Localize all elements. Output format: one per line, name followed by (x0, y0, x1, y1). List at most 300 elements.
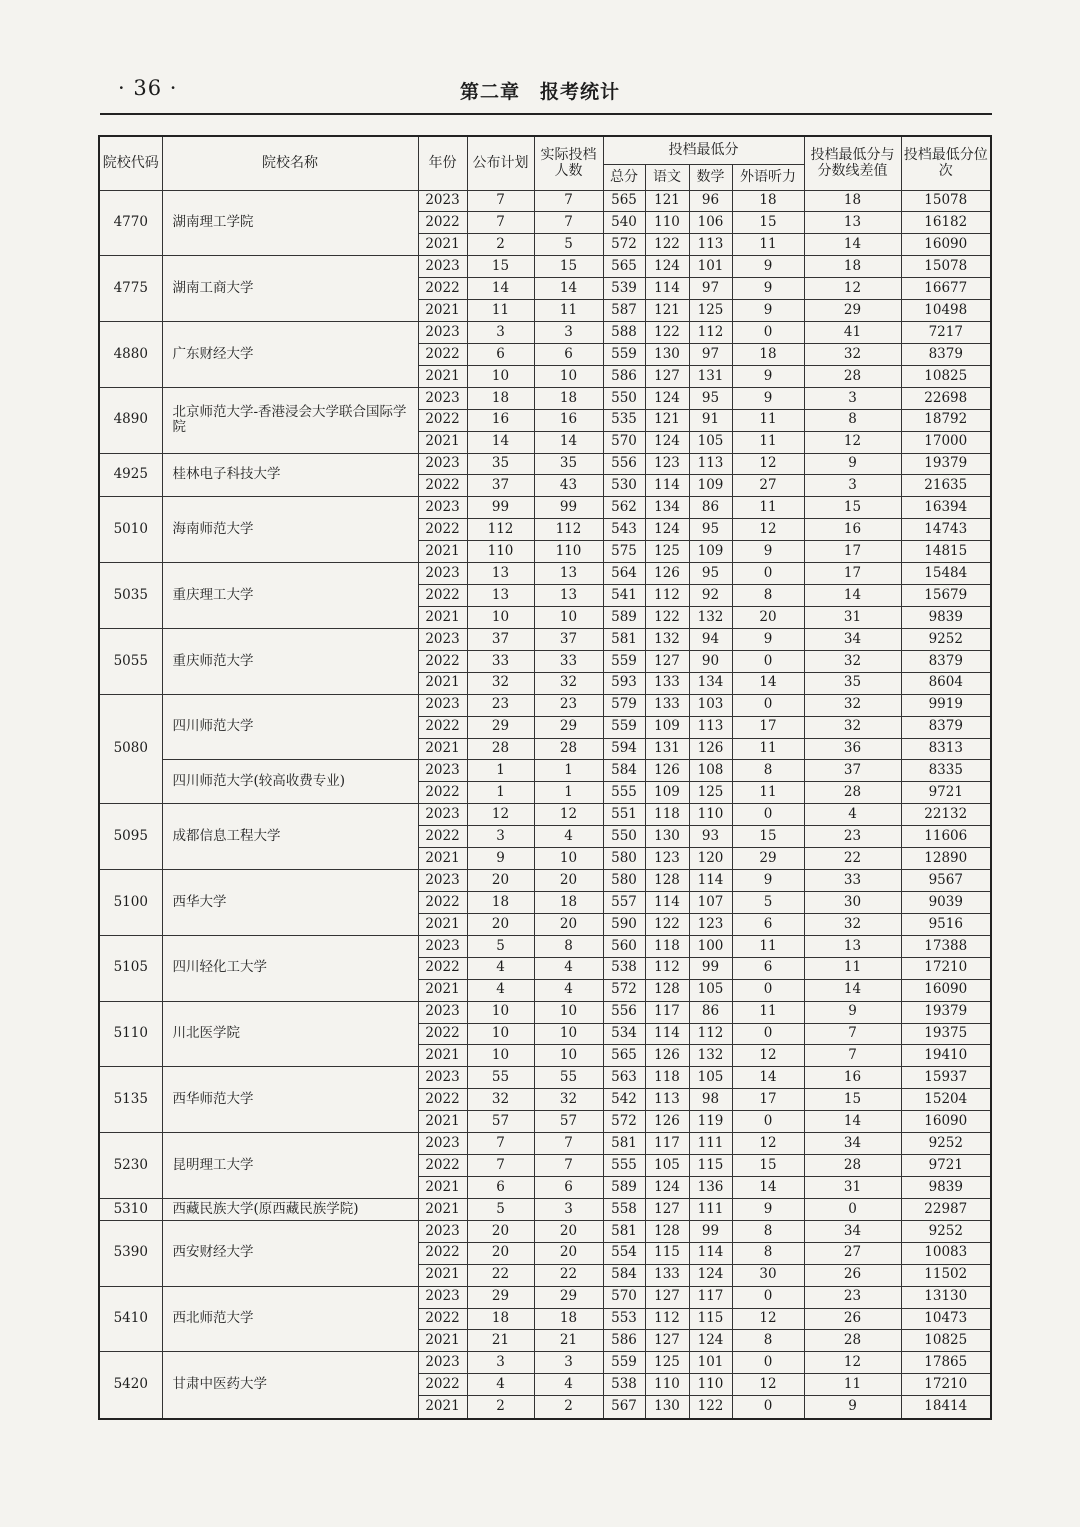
foreign-listening-cell: 0 (732, 1023, 804, 1045)
score-diff-cell: 23 (804, 1286, 901, 1308)
total-score-cell: 563 (603, 1067, 645, 1089)
chinese-score-cell: 114 (645, 278, 689, 300)
math-score-cell: 124 (689, 1330, 732, 1352)
math-score-cell: 113 (689, 453, 732, 475)
rank-cell: 10498 (901, 300, 991, 322)
total-score-cell: 588 (603, 322, 645, 344)
score-diff-cell: 27 (804, 1242, 901, 1264)
math-score-cell: 99 (689, 957, 732, 979)
year-cell: 2021 (418, 913, 467, 935)
school-code-cell: 5230 (99, 1133, 162, 1199)
table-row (99, 453, 991, 475)
foreign-listening-cell: 11 (732, 1001, 804, 1023)
year-cell: 2022 (418, 1242, 467, 1264)
total-score-cell: 562 (603, 497, 645, 519)
year-cell: 2022 (418, 957, 467, 979)
total-score-cell: 567 (603, 1396, 645, 1419)
rank-cell: 15204 (901, 1089, 991, 1111)
actual-cell: 22 (534, 1264, 603, 1286)
foreign-listening-cell: 0 (732, 1111, 804, 1133)
math-score-cell: 110 (689, 804, 732, 826)
year-cell: 2023 (418, 453, 467, 475)
year-cell: 2021 (418, 1198, 467, 1220)
plan-cell: 3 (467, 1352, 534, 1374)
rank-cell: 15078 (901, 190, 991, 212)
math-score-cell: 97 (689, 343, 732, 365)
chinese-score-cell: 124 (645, 1176, 689, 1198)
actual-cell: 4 (534, 957, 603, 979)
plan-cell: 22 (467, 1264, 534, 1286)
score-diff-cell: 9 (804, 1001, 901, 1023)
chinese-score-cell: 112 (645, 957, 689, 979)
foreign-listening-cell: 0 (732, 804, 804, 826)
total-score-cell: 559 (603, 1352, 645, 1374)
math-score-cell: 114 (689, 870, 732, 892)
score-diff-cell: 17 (804, 541, 901, 563)
score-diff-cell: 8 (804, 409, 901, 431)
actual-cell: 10 (534, 365, 603, 387)
rank-cell: 17000 (901, 431, 991, 453)
plan-cell: 55 (467, 1067, 534, 1089)
year-cell: 2021 (418, 979, 467, 1001)
year-cell: 2022 (418, 343, 467, 365)
rank-cell: 10083 (901, 1242, 991, 1264)
math-score-cell: 105 (689, 979, 732, 1001)
plan-cell: 4 (467, 957, 534, 979)
actual-cell: 4 (534, 979, 603, 1001)
chinese-score-cell: 127 (645, 1198, 689, 1220)
foreign-listening-cell: 14 (732, 1067, 804, 1089)
score-diff-cell: 31 (804, 607, 901, 629)
foreign-listening-cell: 11 (732, 497, 804, 519)
score-diff-cell: 32 (804, 694, 901, 716)
actual-cell: 18 (534, 892, 603, 914)
actual-cell: 20 (534, 1220, 603, 1242)
math-score-cell: 109 (689, 475, 732, 497)
chinese-score-cell: 126 (645, 1045, 689, 1067)
score-diff-cell: 3 (804, 387, 901, 409)
plan-cell: 2 (467, 234, 534, 256)
score-diff-cell: 34 (804, 1133, 901, 1155)
rank-cell: 19410 (901, 1045, 991, 1067)
rank-cell: 8313 (901, 738, 991, 760)
chinese-score-cell: 114 (645, 892, 689, 914)
header-chinese: 语文 (645, 164, 689, 190)
plan-cell: 18 (467, 892, 534, 914)
total-score-cell: 542 (603, 1089, 645, 1111)
score-diff-cell: 12 (804, 1352, 901, 1374)
table-row (99, 1001, 991, 1023)
school-code-cell: 5135 (99, 1067, 162, 1133)
actual-cell: 4 (534, 826, 603, 848)
rank-cell: 11606 (901, 826, 991, 848)
plan-cell: 10 (467, 1045, 534, 1067)
school-name-cell: 广东财经大学 (162, 322, 418, 388)
plan-cell: 3 (467, 826, 534, 848)
foreign-listening-cell: 0 (732, 650, 804, 672)
total-score-cell: 572 (603, 979, 645, 1001)
actual-cell: 14 (534, 278, 603, 300)
actual-cell: 18 (534, 387, 603, 409)
school-code-cell: 5310 (99, 1198, 162, 1220)
foreign-listening-cell: 20 (732, 607, 804, 629)
score-diff-cell: 16 (804, 519, 901, 541)
total-score-cell: 556 (603, 1001, 645, 1023)
actual-cell: 3 (534, 1352, 603, 1374)
score-diff-cell: 26 (804, 1264, 901, 1286)
chinese-score-cell: 134 (645, 497, 689, 519)
year-cell: 2021 (418, 365, 467, 387)
year-cell: 2021 (418, 431, 467, 453)
total-score-cell: 559 (603, 650, 645, 672)
table-row (99, 760, 991, 782)
foreign-listening-cell: 27 (732, 475, 804, 497)
score-diff-cell: 7 (804, 1023, 901, 1045)
table-header (99, 136, 991, 190)
actual-cell: 7 (534, 190, 603, 212)
year-cell: 2022 (418, 650, 467, 672)
score-diff-cell: 0 (804, 1198, 901, 1220)
score-diff-cell: 3 (804, 475, 901, 497)
foreign-listening-cell: 14 (732, 1176, 804, 1198)
year-cell: 2022 (418, 716, 467, 738)
actual-cell: 57 (534, 1111, 603, 1133)
actual-cell: 16 (534, 409, 603, 431)
math-score-cell: 105 (689, 431, 732, 453)
math-score-cell: 120 (689, 848, 732, 870)
foreign-listening-cell: 12 (732, 1045, 804, 1067)
page-number: · 36 · (118, 76, 178, 100)
year-cell: 2023 (418, 1067, 467, 1089)
score-diff-cell: 14 (804, 979, 901, 1001)
rank-cell: 17210 (901, 957, 991, 979)
chinese-score-cell: 121 (645, 409, 689, 431)
table-row (99, 1352, 991, 1374)
score-diff-cell: 18 (804, 190, 901, 212)
school-code-cell: 5035 (99, 563, 162, 629)
score-diff-cell: 11 (804, 957, 901, 979)
total-score-cell: 590 (603, 913, 645, 935)
plan-cell: 4 (467, 1374, 534, 1396)
actual-cell: 10 (534, 607, 603, 629)
year-cell: 2021 (418, 1045, 467, 1067)
plan-cell: 57 (467, 1111, 534, 1133)
year-cell: 2023 (418, 935, 467, 957)
math-score-cell: 115 (689, 1308, 732, 1330)
school-name-cell: 四川师范大学 (162, 694, 418, 760)
total-score-cell: 579 (603, 694, 645, 716)
math-score-cell: 86 (689, 1001, 732, 1023)
score-diff-cell: 35 (804, 672, 901, 694)
rank-cell: 22132 (901, 804, 991, 826)
total-score-cell: 554 (603, 1242, 645, 1264)
school-code-cell: 4925 (99, 453, 162, 497)
foreign-listening-cell: 0 (732, 322, 804, 344)
score-diff-cell: 34 (804, 628, 901, 650)
rank-cell: 17210 (901, 1374, 991, 1396)
year-cell: 2021 (418, 848, 467, 870)
plan-cell: 18 (467, 387, 534, 409)
foreign-listening-cell: 17 (732, 716, 804, 738)
total-score-cell: 580 (603, 870, 645, 892)
actual-cell: 18 (534, 1308, 603, 1330)
actual-cell: 7 (534, 1133, 603, 1155)
plan-cell: 11 (467, 300, 534, 322)
total-score-cell: 538 (603, 957, 645, 979)
year-cell: 2021 (418, 1264, 467, 1286)
math-score-cell: 93 (689, 826, 732, 848)
year-cell: 2023 (418, 804, 467, 826)
year-cell: 2021 (418, 1111, 467, 1133)
total-score-cell: 559 (603, 716, 645, 738)
foreign-listening-cell: 30 (732, 1264, 804, 1286)
school-code-cell: 4880 (99, 322, 162, 388)
score-diff-cell: 32 (804, 913, 901, 935)
plan-cell: 10 (467, 607, 534, 629)
foreign-listening-cell: 12 (732, 519, 804, 541)
year-cell: 2023 (418, 1352, 467, 1374)
foreign-listening-cell: 11 (732, 409, 804, 431)
math-score-cell: 112 (689, 322, 732, 344)
rank-cell: 9721 (901, 782, 991, 804)
foreign-listening-cell: 15 (732, 1155, 804, 1177)
header-code: 院校代码 (99, 136, 162, 190)
total-score-cell: 575 (603, 541, 645, 563)
year-cell: 2023 (418, 1001, 467, 1023)
foreign-listening-cell: 15 (732, 826, 804, 848)
chinese-score-cell: 126 (645, 760, 689, 782)
table-row (99, 563, 991, 585)
foreign-listening-cell: 11 (732, 234, 804, 256)
math-score-cell: 92 (689, 585, 732, 607)
plan-cell: 35 (467, 453, 534, 475)
chinese-score-cell: 130 (645, 1396, 689, 1419)
actual-cell: 3 (534, 322, 603, 344)
plan-cell: 1 (467, 760, 534, 782)
chinese-score-cell: 125 (645, 1352, 689, 1374)
actual-cell: 8 (534, 935, 603, 957)
actual-cell: 13 (534, 563, 603, 585)
school-name-cell: 四川师范大学(较高收费专业) (162, 760, 418, 804)
total-score-cell: 581 (603, 1220, 645, 1242)
math-score-cell: 132 (689, 1045, 732, 1067)
total-score-cell: 586 (603, 365, 645, 387)
year-cell: 2022 (418, 782, 467, 804)
table-row (99, 935, 991, 957)
header-rule (100, 113, 992, 115)
rank-cell: 15484 (901, 563, 991, 585)
school-code-cell: 5105 (99, 935, 162, 1001)
rank-cell: 16677 (901, 278, 991, 300)
foreign-listening-cell: 9 (732, 300, 804, 322)
plan-cell: 13 (467, 585, 534, 607)
school-name-cell: 四川轻化工大学 (162, 935, 418, 1001)
math-score-cell: 91 (689, 409, 732, 431)
header-total: 总分 (603, 164, 645, 190)
year-cell: 2023 (418, 1220, 467, 1242)
plan-cell: 10 (467, 1001, 534, 1023)
rank-cell: 16182 (901, 212, 991, 234)
actual-cell: 20 (534, 913, 603, 935)
rank-cell: 9039 (901, 892, 991, 914)
school-name-cell: 川北医学院 (162, 1001, 418, 1067)
rank-cell: 10825 (901, 365, 991, 387)
total-score-cell: 587 (603, 300, 645, 322)
table-row (99, 1220, 991, 1242)
plan-cell: 20 (467, 913, 534, 935)
chinese-score-cell: 110 (645, 1374, 689, 1396)
total-score-cell: 581 (603, 1133, 645, 1155)
math-score-cell: 103 (689, 694, 732, 716)
score-diff-cell: 11 (804, 1374, 901, 1396)
rank-cell: 16394 (901, 497, 991, 519)
score-diff-cell: 9 (804, 1396, 901, 1419)
math-score-cell: 95 (689, 387, 732, 409)
year-cell: 2023 (418, 1133, 467, 1155)
score-diff-cell: 29 (804, 300, 901, 322)
school-name-cell: 重庆师范大学 (162, 628, 418, 694)
math-score-cell: 125 (689, 782, 732, 804)
score-diff-cell: 13 (804, 212, 901, 234)
chinese-score-cell: 109 (645, 782, 689, 804)
foreign-listening-cell: 9 (732, 278, 804, 300)
math-score-cell: 105 (689, 1067, 732, 1089)
chinese-score-cell: 127 (645, 650, 689, 672)
chinese-score-cell: 122 (645, 234, 689, 256)
math-score-cell: 94 (689, 628, 732, 650)
rank-cell: 9839 (901, 607, 991, 629)
school-name-cell: 西华师范大学 (162, 1067, 418, 1133)
score-diff-cell: 34 (804, 1220, 901, 1242)
plan-cell: 33 (467, 650, 534, 672)
year-cell: 2022 (418, 826, 467, 848)
chinese-score-cell: 126 (645, 563, 689, 585)
plan-cell: 110 (467, 541, 534, 563)
actual-cell: 10 (534, 1045, 603, 1067)
math-score-cell: 131 (689, 365, 732, 387)
chinese-score-cell: 127 (645, 1330, 689, 1352)
total-score-cell: 564 (603, 563, 645, 585)
chinese-score-cell: 128 (645, 870, 689, 892)
total-score-cell: 555 (603, 782, 645, 804)
chinese-score-cell: 126 (645, 1111, 689, 1133)
school-code-cell: 4770 (99, 190, 162, 256)
total-score-cell: 534 (603, 1023, 645, 1045)
header-foreign-listening: 外语听力 (732, 164, 804, 190)
math-score-cell: 99 (689, 1220, 732, 1242)
year-cell: 2022 (418, 1023, 467, 1045)
year-cell: 2023 (418, 694, 467, 716)
foreign-listening-cell: 8 (732, 1220, 804, 1242)
foreign-listening-cell: 12 (732, 1374, 804, 1396)
table-row (99, 628, 991, 650)
math-score-cell: 113 (689, 234, 732, 256)
score-diff-cell: 26 (804, 1308, 901, 1330)
school-code-cell: 5420 (99, 1352, 162, 1419)
foreign-listening-cell: 9 (732, 387, 804, 409)
actual-cell: 28 (534, 738, 603, 760)
header-plan: 公布计划 (467, 136, 534, 190)
actual-cell: 23 (534, 694, 603, 716)
math-score-cell: 90 (689, 650, 732, 672)
math-score-cell: 107 (689, 892, 732, 914)
header-name: 院校名称 (162, 136, 418, 190)
chinese-score-cell: 114 (645, 475, 689, 497)
total-score-cell: 589 (603, 1176, 645, 1198)
foreign-listening-cell: 9 (732, 541, 804, 563)
school-code-cell: 4775 (99, 256, 162, 322)
total-score-cell: 565 (603, 256, 645, 278)
plan-cell: 18 (467, 1308, 534, 1330)
score-diff-cell: 12 (804, 431, 901, 453)
actual-cell: 33 (534, 650, 603, 672)
total-score-cell: 530 (603, 475, 645, 497)
foreign-listening-cell: 0 (732, 1396, 804, 1419)
math-score-cell: 124 (689, 1264, 732, 1286)
table-row (99, 804, 991, 826)
foreign-listening-cell: 18 (732, 343, 804, 365)
year-cell: 2021 (418, 1330, 467, 1352)
plan-cell: 37 (467, 475, 534, 497)
plan-cell: 14 (467, 431, 534, 453)
plan-cell: 7 (467, 1155, 534, 1177)
foreign-listening-cell: 15 (732, 212, 804, 234)
math-score-cell: 100 (689, 935, 732, 957)
chinese-score-cell: 117 (645, 1001, 689, 1023)
school-name-cell: 昆明理工大学 (162, 1133, 418, 1199)
score-diff-cell: 37 (804, 760, 901, 782)
score-diff-cell: 14 (804, 585, 901, 607)
score-diff-cell: 15 (804, 497, 901, 519)
year-cell: 2023 (418, 256, 467, 278)
year-cell: 2022 (418, 585, 467, 607)
school-code-cell: 5100 (99, 870, 162, 936)
chinese-score-cell: 110 (645, 212, 689, 234)
total-score-cell: 556 (603, 453, 645, 475)
foreign-listening-cell: 6 (732, 957, 804, 979)
rank-cell: 9919 (901, 694, 991, 716)
year-cell: 2023 (418, 563, 467, 585)
plan-cell: 5 (467, 1198, 534, 1220)
actual-cell: 20 (534, 1242, 603, 1264)
foreign-listening-cell: 0 (732, 694, 804, 716)
actual-cell: 21 (534, 1330, 603, 1352)
rank-cell: 16090 (901, 234, 991, 256)
math-score-cell: 110 (689, 1374, 732, 1396)
year-cell: 2023 (418, 322, 467, 344)
school-name-cell: 成都信息工程大学 (162, 804, 418, 870)
foreign-listening-cell: 11 (732, 738, 804, 760)
year-cell: 2022 (418, 519, 467, 541)
total-score-cell: 551 (603, 804, 645, 826)
rank-cell: 11502 (901, 1264, 991, 1286)
chinese-score-cell: 118 (645, 804, 689, 826)
year-cell: 2023 (418, 760, 467, 782)
school-name-cell: 海南师范大学 (162, 497, 418, 563)
chinese-score-cell: 127 (645, 1286, 689, 1308)
actual-cell: 3 (534, 1198, 603, 1220)
year-cell: 2022 (418, 212, 467, 234)
year-cell: 2022 (418, 1089, 467, 1111)
math-score-cell: 98 (689, 1089, 732, 1111)
score-diff-cell: 28 (804, 782, 901, 804)
actual-cell: 7 (534, 212, 603, 234)
math-score-cell: 125 (689, 300, 732, 322)
actual-cell: 10 (534, 848, 603, 870)
header-min-score-group: 投档最低分 (603, 136, 804, 164)
rank-cell: 15679 (901, 585, 991, 607)
score-diff-cell: 36 (804, 738, 901, 760)
